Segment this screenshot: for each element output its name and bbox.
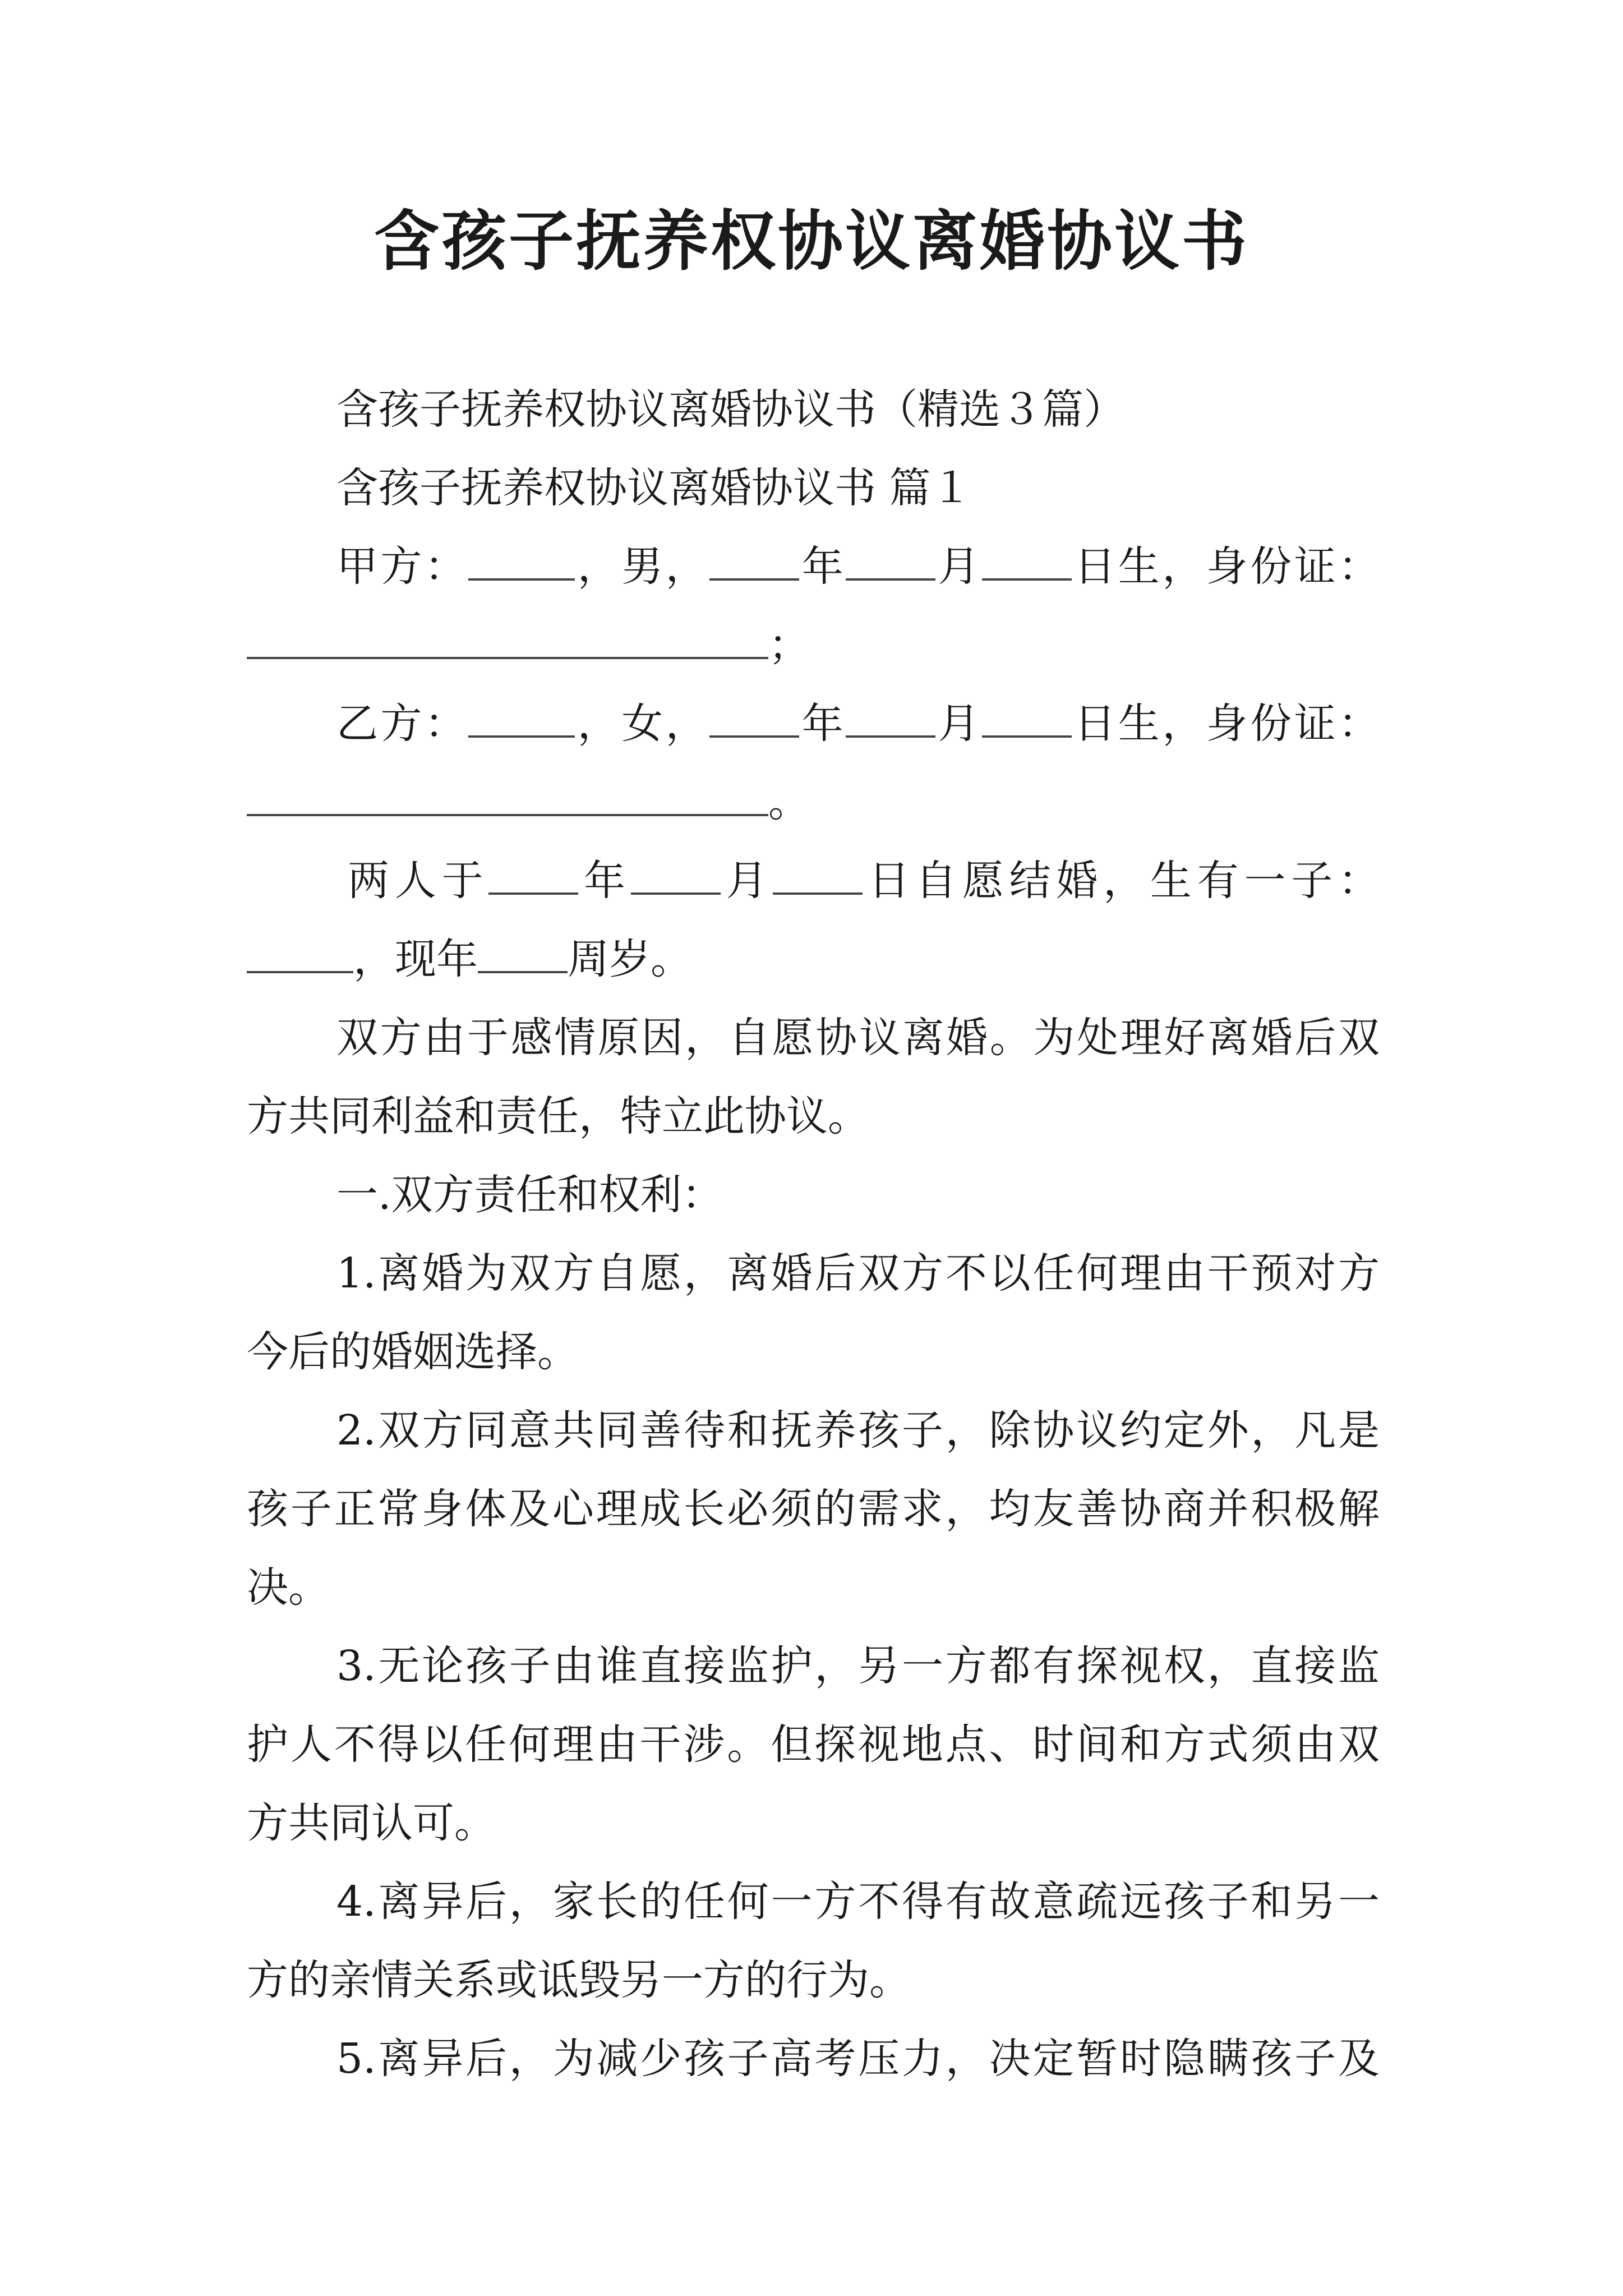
party-b-label: 乙方： [336, 700, 469, 748]
year-label: 年 [799, 700, 846, 748]
section-heading: 含孩子抚养权协议离婚协议书 篇１ [336, 464, 972, 512]
paragraph-line: 决。 [247, 1563, 330, 1612]
month-label: 月 [935, 542, 982, 591]
document-title: 含孩子抚养权协议离婚协议书 [374, 203, 1249, 279]
id-number-blank [247, 775, 768, 816]
month-label: 月 [720, 857, 773, 905]
month-blank [846, 696, 935, 738]
party-a-gender: ，男， [575, 542, 710, 591]
birth-id-label: 日生，身份证： [1071, 700, 1380, 748]
age-blank [478, 932, 568, 973]
marriage-line [348, 847, 1380, 914]
birth-id-label: 日生，身份证： [1071, 542, 1380, 591]
year-blank [488, 853, 578, 895]
age-prefix: ，现年 [353, 935, 478, 983]
document-subtitle: 含孩子抚养权协议离婚协议书（精选３篇） [336, 385, 1125, 434]
day-blank [982, 696, 1072, 738]
paragraph-line: 护人不得以任何理由干涉。但探视地点、时间和方式须由双 [247, 1720, 1380, 1769]
paragraph-line: 3.无论孩子由谁直接监护，另一方都有探视权，直接监 [336, 1642, 1380, 1690]
paragraph-line: 方共同利益和责任，特立此协议。 [247, 1092, 869, 1140]
paragraph-line: 孩子正常身体及心理成长必须的需求，均友善协商并积极解 [247, 1485, 1380, 1533]
child-name-blank [247, 932, 353, 973]
month-blank [631, 853, 721, 895]
paragraph-line: 2.双方同意共同善待和抚养孩子，除协议约定外，凡是 [336, 1406, 1380, 1455]
paragraph-line: 双方由于感情原因，自愿协议离婚。为处理好离婚后双 [336, 1014, 1380, 1062]
party-b-id-line [247, 769, 1380, 836]
marriage-day-tail: 日自愿结婚，生有一子： [863, 857, 1380, 905]
age-suffix: 周岁。 [568, 935, 692, 983]
day-blank [982, 539, 1072, 581]
year-label: 年 [578, 857, 631, 905]
month-label: 月 [935, 700, 982, 748]
party-a-id-line [247, 611, 1380, 679]
paragraph-line: 今后的婚姻选择。 [247, 1328, 579, 1376]
line-end: ； [768, 621, 810, 669]
month-blank [846, 539, 935, 581]
party-b-gender: ，女， [575, 700, 710, 748]
paragraph-line: 方共同认可。 [247, 1799, 496, 1847]
paragraph-line: 方的亲情关系或诋毁另一方的行为。 [247, 1956, 911, 2004]
marriage-prefix: 两人于 [348, 857, 489, 905]
id-number-blank [247, 618, 768, 659]
party-b-line [336, 690, 1380, 757]
year-label: 年 [799, 542, 846, 591]
paragraph-line: 1.离婚为双方自愿，离婚后双方不以任何理由干预对方 [336, 1249, 1380, 1297]
paragraph-line: 4.离异后，家长的任何一方不得有故意疏远孩子和另一 [336, 1878, 1380, 1926]
name-blank [468, 696, 575, 738]
year-blank [709, 696, 799, 738]
paragraph-line: 5.离异后，为减少孩子高考压力，决定暂时隐瞒孩子及 [336, 2035, 1380, 2083]
party-a-label: 甲方： [336, 542, 469, 591]
year-blank [709, 539, 799, 581]
child-line [247, 926, 1380, 993]
party-a-line [336, 533, 1380, 600]
line-end: 。 [768, 778, 810, 826]
clause-heading: 一.双方责任和权利： [336, 1171, 723, 1219]
day-blank [773, 853, 863, 895]
name-blank [468, 539, 575, 581]
